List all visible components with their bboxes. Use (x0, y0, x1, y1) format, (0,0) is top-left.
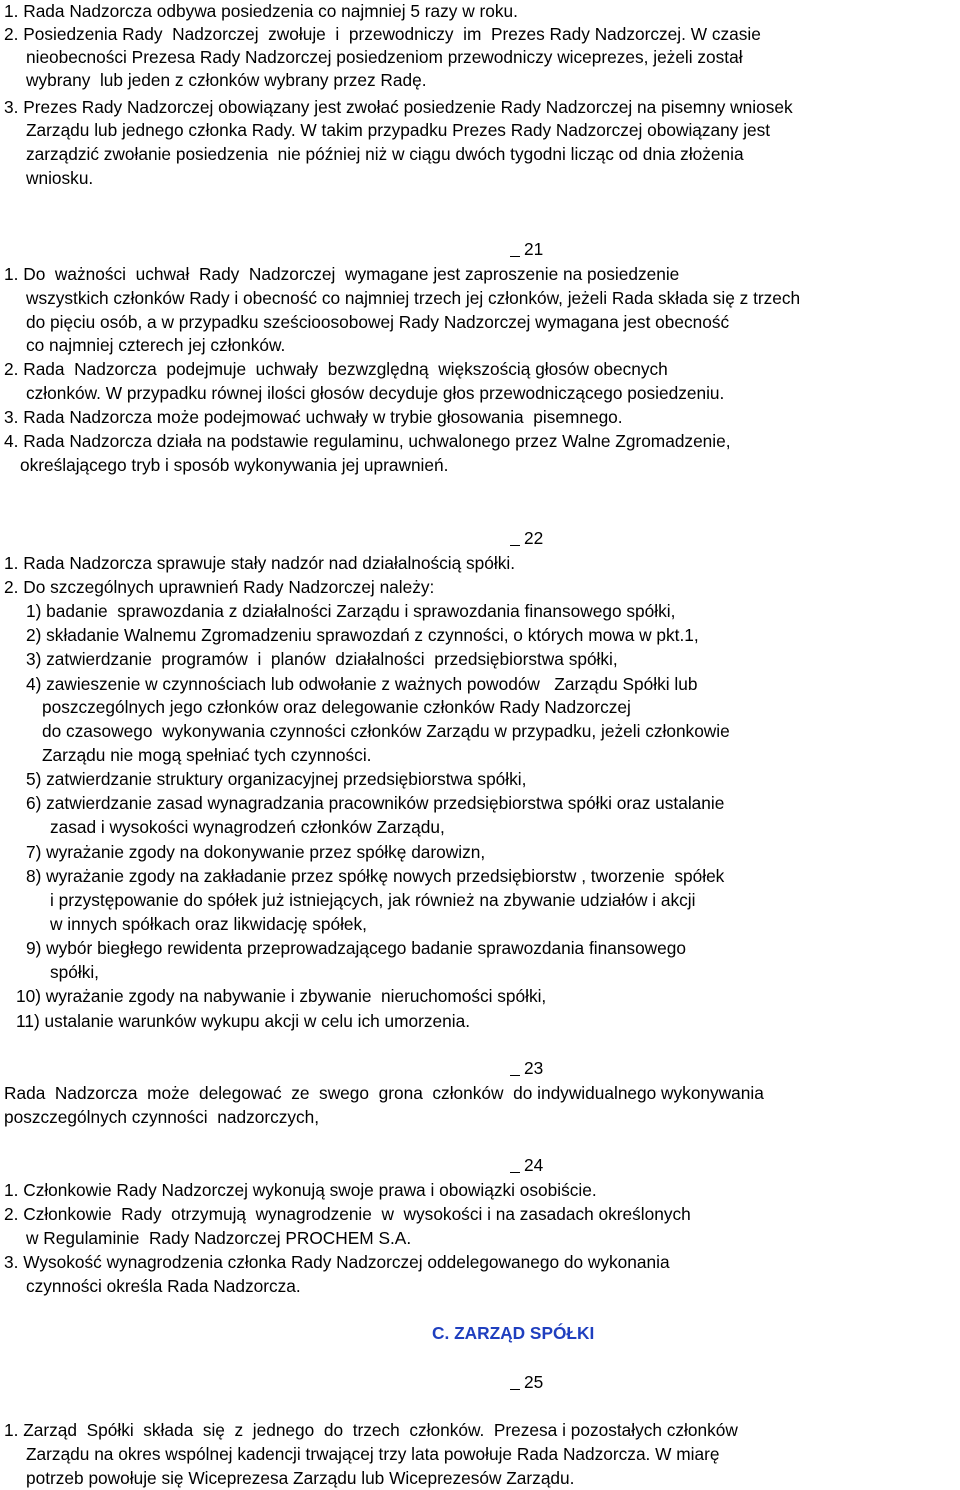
text-line: 3. Rada Nadzorcza może podejmować uchwały w trybie głosowania pisemnego. (4, 407, 623, 427)
text-line: Zarządu na okres wspólnej kadencji trwającej trzy lata powołuje Rada Nadzorcza. W miarę (26, 1444, 720, 1464)
section-number: 25 (510, 1372, 543, 1392)
text-line: zarządzić zwołanie posiedzenia nie później niż w ciągu dwóch tygodni licząc od dnia złożenia (26, 144, 744, 164)
section-sign-icon (510, 240, 520, 257)
text-line: określającego tryb i sposób wykonywania jej uprawnień. (20, 455, 449, 475)
text-line: wybrany lub jeden z członków wybrany przez Radę. (26, 70, 427, 90)
section-number: 22 (510, 528, 543, 548)
section-number: 21 (510, 239, 543, 259)
text-line: poszczególnych jego członków oraz delegowanie członków Rady Nadzorczej (42, 697, 631, 717)
text-line: 1. Do ważności uchwał Rady Nadzorczej wymagane jest zaproszenie na posiedzenie (4, 264, 680, 284)
text-line: co najmniej czterech jej członków. (26, 335, 286, 355)
text-line: 2. Rada Nadzorcza podejmuje uchwały bezwzględną większością głosów obecnych (4, 359, 668, 379)
text-line: do czasowego wykonywania czynności członków Zarządu w przypadku, jeżeli członkowie (42, 721, 730, 741)
text-line: 6) zatwierdzanie zasad wynagradzania pracowników przedsiębiorstwa spółki oraz ustalanie (26, 793, 725, 813)
text-line: 1) badanie sprawozdania z działalności Zarządu i sprawozdania finansowego spółki, (26, 601, 676, 621)
text-line: 1. Zarząd Spółki składa się z jednego do trzech członków. Prezesa i pozostałych członków (4, 1420, 738, 1440)
text-line: 2) składanie Walnemu Zgromadzeniu sprawozdań z czynności, o których mowa w pkt.1, (26, 625, 699, 645)
text-line: Zarządu lub jednego członka Rady. W takim przypadku Prezes Rady Nadzorczej obowiązany jest (26, 120, 771, 140)
text-line: wszystkich członków Rady i obecność co najmniej trzech jej członków, jeżeli Rada składa się z trzech (26, 288, 801, 308)
text-line: 2. Do szczególnych uprawnień Rady Nadzorczej należy: (4, 577, 435, 597)
text-line: wniosku. (26, 168, 94, 188)
text-line: nieobecności Prezesa Rady Nadzorczej posiedzeniom przewodniczy wiceprezes, jeżeli został (26, 47, 743, 67)
section-sign-icon (510, 1156, 520, 1173)
text-line: do pięciu osób, a w przypadku sześcioosobowej Rady Nadzorczej wymagana jest obecność (26, 312, 730, 332)
text-line: 10) wyrażanie zgody na nabywanie i zbywanie nieruchomości spółki, (16, 986, 547, 1006)
text-line: 2. Posiedzenia Rady Nadzorczej zwołuje i przewodniczy im Prezes Rady Nadzorczej. W czasie (4, 24, 761, 44)
section-sign-icon (510, 1373, 520, 1390)
section-sign-icon (510, 1059, 520, 1076)
text-line: 1. Rada Nadzorcza odbywa posiedzenia co najmniej 5 razy w roku. (4, 1, 518, 21)
section-sign-icon (510, 529, 520, 546)
text-line: 5) zatwierdzanie struktury organizacyjnej przedsiębiorstwa spółki, (26, 769, 527, 789)
text-line: 3. Prezes Rady Nadzorczej obowiązany jest zwołać posiedzenie Rady Nadzorczej na pisemny wniosek (4, 97, 793, 117)
text-line: spółki, (50, 962, 99, 982)
text-line: 4. Rada Nadzorcza działa na podstawie regulaminu, uchwalonego przez Walne Zgromadzenie, (4, 431, 731, 451)
text-line: w innych spółkach oraz likwidację spółek, (50, 914, 367, 934)
section-number: 24 (510, 1155, 543, 1175)
text-line: Zarządu nie mogą spełniać tych czynności. (42, 745, 372, 765)
text-line: zasad i wysokości wynagrodzeń członków Zarządu, (50, 817, 445, 837)
text-line: 4) zawieszenie w czynnościach lub odwołanie z ważnych powodów Zarządu Spółki lub (26, 674, 698, 694)
text-line: 7) wyrażanie zgody na dokonywanie przez spółkę darowizn, (26, 842, 486, 862)
text-line: 3. Wysokość wynagrodzenia członka Rady Nadzorczej oddelegowanego do wykonania (4, 1252, 670, 1272)
text-line: 2. Członkowie Rady otrzymują wynagrodzenie w wysokości i na zasadach określonych (4, 1204, 691, 1224)
chapter-heading: C. ZARZĄD SPÓŁKI (432, 1323, 595, 1343)
section-number: 23 (510, 1058, 543, 1078)
text-line: 1. Członkowie Rady Nadzorczej wykonują swoje prawa i obowiązki osobiście. (4, 1180, 597, 1200)
text-line: w Regulaminie Rady Nadzorczej PROCHEM S.A. (26, 1228, 412, 1248)
text-line: 9) wybór biegłego rewidenta przeprowadzającego badanie sprawozdania finansowego (26, 938, 686, 958)
text-line: i przystępowanie do spółek już istniejących, jak również na zbywanie udziałów i akcji (50, 890, 696, 910)
text-line: czynności określa Rada Nadzorcza. (26, 1276, 301, 1296)
text-line: poszczególnych czynności nadzorczych, (4, 1107, 320, 1127)
text-line: potrzeb powołuje się Wiceprezesa Zarządu lub Wiceprezesów Zarządu. (26, 1468, 575, 1488)
text-line: 3) zatwierdzanie programów i planów działalności przedsiębiorstwa spółki, (26, 649, 618, 669)
text-line: 11) ustalanie warunków wykupu akcji w celu ich umorzenia. (16, 1011, 471, 1031)
text-line: 1. Rada Nadzorcza sprawuje stały nadzór nad działalnością spółki. (4, 553, 516, 573)
text-line: członków. W przypadku równej ilości głosów decyduje głos przewodniczącego posiedzeniu. (26, 383, 725, 403)
text-line: Rada Nadzorcza może delegować ze swego grona członków do indywidualnego wykonywania (4, 1083, 764, 1103)
text-line: 8) wyrażanie zgody na zakładanie przez spółkę nowych przedsiębiorstw , tworzenie spółek (26, 866, 725, 886)
